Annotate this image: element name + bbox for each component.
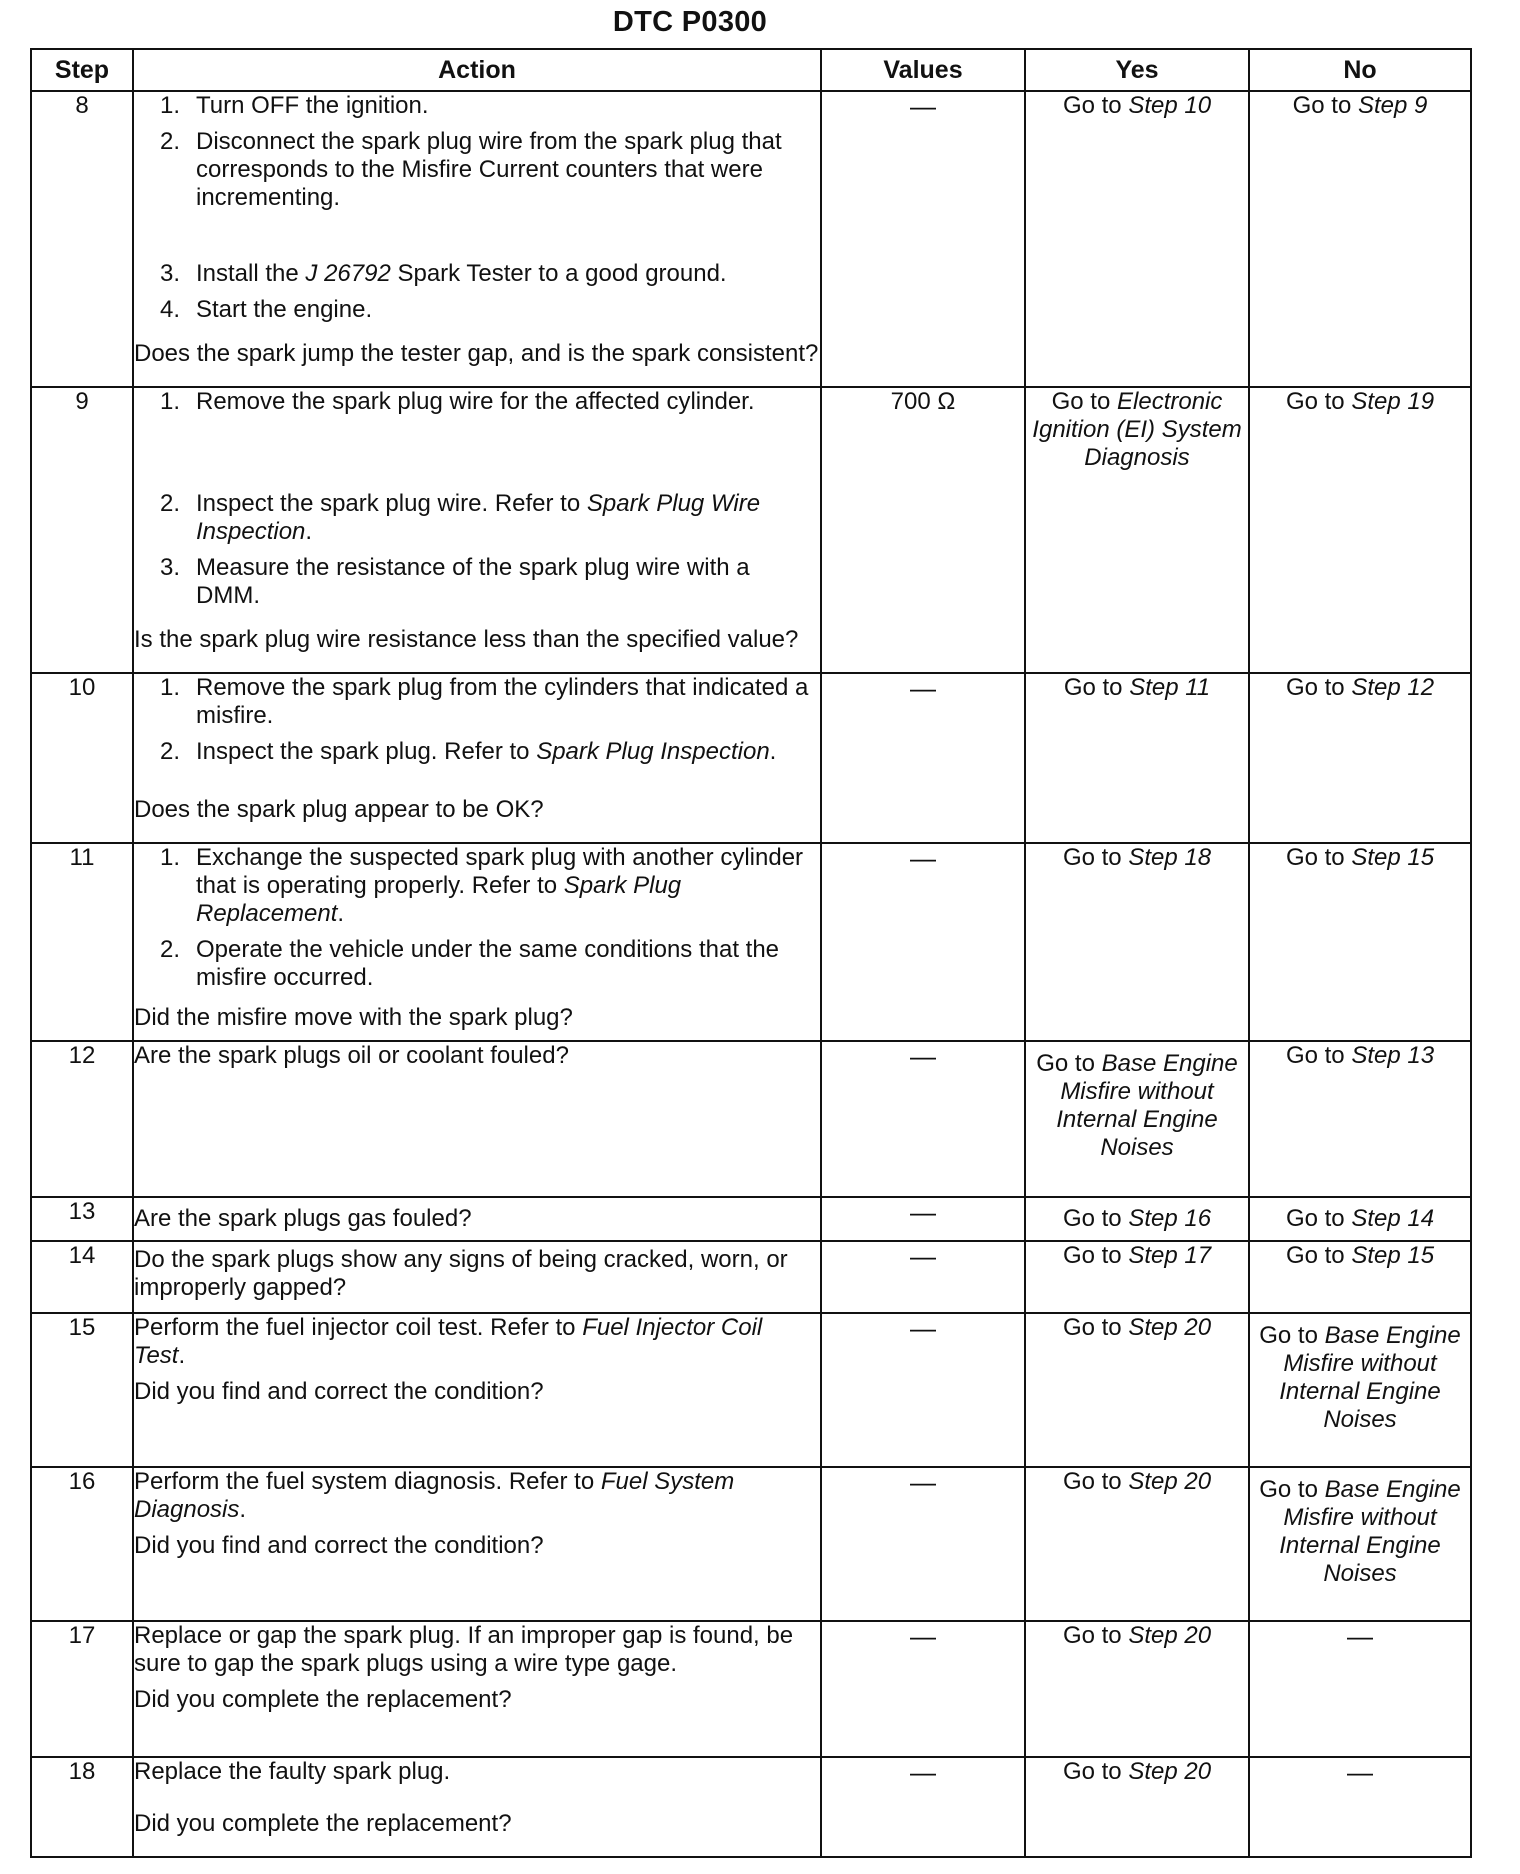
action-cell — [133, 1313, 821, 1467]
yes-cell: Go to Step 20 — [1025, 1621, 1249, 1757]
no-cell: Go to Base Engine Misfire without Internal Engine Noises — [1249, 1467, 1471, 1621]
step-number: 10 — [31, 673, 133, 843]
action-question: Did the misfire move with the spark plug? — [134, 1004, 573, 1031]
value-cell: — — [821, 1241, 1025, 1313]
action-item: 2. Disconnect the spark plug wire from the spark plug that corresponds to the Misfire Current counters that were incrementing. — [160, 128, 782, 211]
table-row — [31, 387, 1471, 673]
reference-link: Base Engine Misfire without Internal Engine Noises — [1279, 1476, 1461, 1587]
action-item: 1. Remove the spark plug from the cylinders that indicated a misfire. — [160, 674, 809, 729]
action-cell — [133, 91, 821, 387]
header-yes: Yes — [1025, 49, 1249, 91]
action-item: 1. Exchange the suspected spark plug with another cylinder that is operating properly. Refer to Spark Plug Replacement. — [160, 844, 804, 927]
action-cell — [133, 1467, 821, 1621]
value-cell: — — [821, 843, 1025, 1041]
reference-link: Step 14 — [1351, 1205, 1435, 1232]
value-cell: — — [821, 91, 1025, 387]
header-action: Action — [133, 49, 821, 91]
no-cell: Go to Step 14 — [1249, 1197, 1471, 1241]
action-question: Is the spark plug wire resistance less than the specified value? — [134, 626, 799, 653]
diagnostic-table — [30, 48, 1472, 1858]
reference-link: Step 20 — [1128, 1622, 1212, 1649]
step-number: 9 — [31, 387, 133, 673]
yes-cell: Go to Base Engine Misfire without Internal Engine Noises — [1025, 1041, 1249, 1197]
no-cell: Go to Step 13 — [1249, 1041, 1471, 1197]
no-cell: Go to Step 12 — [1249, 673, 1471, 843]
table-row — [31, 1313, 1471, 1467]
action-question: Are the spark plugs oil or coolant fouled? — [134, 1042, 569, 1069]
action-question: Did you complete the replacement? — [134, 1810, 512, 1837]
reference-link: Step 17 — [1128, 1242, 1212, 1269]
yes-cell: Go to Step 11 — [1025, 673, 1249, 843]
reference-link: Step 11 — [1129, 674, 1211, 701]
reference-link: Step 15 — [1351, 844, 1435, 871]
no-cell: Go to Step 19 — [1249, 387, 1471, 673]
action-cell — [133, 673, 821, 843]
reference-link: Step 10 — [1128, 92, 1212, 119]
action-cell — [133, 387, 821, 673]
action-item: 2. Inspect the spark plug. Refer to Spark Plug Inspection. — [160, 738, 777, 765]
yes-cell: Go to Step 18 — [1025, 843, 1249, 1041]
yes-cell: Go to Step 20 — [1025, 1467, 1249, 1621]
action-question: Do the spark plugs show any signs of being cracked, worn, or improperly gapped? — [134, 1246, 788, 1301]
action-instruction: Replace the faulty spark plug. — [134, 1758, 451, 1785]
action-question: Does the spark plug appear to be OK? — [134, 796, 544, 823]
no-cell: Go to Base Engine Misfire without Internal Engine Noises — [1249, 1313, 1471, 1467]
step-number: 17 — [31, 1621, 133, 1757]
action-cell — [133, 1041, 821, 1197]
no-cell: Go to Step 15 — [1249, 1241, 1471, 1313]
table-row — [31, 91, 1471, 387]
table-row — [31, 1241, 1471, 1313]
value-cell: — — [821, 673, 1025, 843]
reference-link: Fuel System Diagnosis — [134, 1468, 735, 1523]
reference-link: Step 18 — [1128, 844, 1212, 871]
table-row — [31, 1467, 1471, 1621]
reference-link: Step 20 — [1128, 1468, 1212, 1495]
action-item: 2. Inspect the spark plug wire. Refer to Spark Plug Wire Inspection. — [160, 490, 761, 545]
value-cell: — — [821, 1313, 1025, 1467]
reference-link: Spark Plug Inspection — [536, 738, 770, 765]
header-step: Step — [31, 49, 133, 91]
step-number: 11 — [31, 843, 133, 1041]
reference-link: Spark Plug Wire Inspection — [196, 490, 761, 545]
table-row — [31, 843, 1471, 1041]
yes-cell: Go to Electronic Ignition (EI) System Diagnosis — [1025, 387, 1249, 673]
reference-link: Step 15 — [1351, 1242, 1435, 1269]
step-number: 16 — [31, 1467, 133, 1621]
header-no: No — [1249, 49, 1471, 91]
action-question: Did you complete the replacement? — [134, 1686, 512, 1713]
step-number: 18 — [31, 1757, 133, 1857]
no-cell: — — [1249, 1757, 1471, 1857]
value-cell: 700 Ω — [821, 387, 1025, 673]
step-number: 13 — [31, 1197, 133, 1241]
reference-link: Step 20 — [1128, 1314, 1212, 1341]
step-number: 15 — [31, 1313, 133, 1467]
reference-link: Base Engine Misfire without Internal Engine Noises — [1279, 1322, 1461, 1433]
value-cell: — — [821, 1757, 1025, 1857]
action-item: 2. Operate the vehicle under the same conditions that the misfire occurred. — [160, 936, 780, 991]
step-number: 8 — [31, 91, 133, 387]
action-question: Does the spark jump the tester gap, and is the spark consistent? — [134, 340, 819, 367]
action-item: 1. Remove the spark plug wire for the affected cylinder. — [160, 388, 755, 415]
action-question: Did you find and correct the condition? — [134, 1378, 544, 1405]
action-question: Are the spark plugs gas fouled? — [134, 1205, 472, 1232]
reference-link: Step 20 — [1128, 1758, 1212, 1785]
action-item: 3. Measure the resistance of the spark plug wire with a DMM. — [160, 554, 750, 609]
no-cell: Go to Step 15 — [1249, 843, 1471, 1041]
spacer — [134, 424, 820, 490]
page-title: DTC P0300 — [612, 6, 768, 38]
value-cell: — — [821, 1467, 1025, 1621]
yes-cell: Go to Step 20 — [1025, 1757, 1249, 1857]
table-row — [31, 1757, 1471, 1857]
action-item: 1. Turn OFF the ignition. — [160, 92, 429, 119]
action-instruction: Perform the fuel system diagnosis. Refer to Fuel System Diagnosis. — [134, 1468, 735, 1523]
yes-cell: Go to Step 16 — [1025, 1197, 1249, 1241]
action-question: Did you find and correct the condition? — [134, 1532, 544, 1559]
action-cell — [133, 1241, 821, 1313]
reference-link: Fuel Injector Coil Test — [134, 1314, 763, 1369]
reference-link: Step 12 — [1351, 674, 1435, 701]
table-row — [31, 1197, 1471, 1241]
action-cell — [133, 843, 821, 1041]
reference-link: Electronic Ignition (EI) System Diagnosis — [1032, 388, 1242, 471]
reference-link: Step 16 — [1128, 1205, 1212, 1232]
reference-link: Step 19 — [1351, 388, 1435, 415]
reference-link: Base Engine Misfire without Internal Engine Noises — [1056, 1050, 1238, 1161]
table-row — [31, 1621, 1471, 1757]
table-header-row — [31, 49, 1471, 91]
action-instruction: Perform the fuel injector coil test. Refer to Fuel Injector Coil Test. — [134, 1314, 763, 1369]
reference-link: Step 13 — [1351, 1042, 1435, 1069]
table-row — [31, 673, 1471, 843]
action-item: 4. Start the engine. — [160, 296, 373, 323]
reference-link: Spark Plug Replacement — [196, 872, 682, 927]
value-cell: — — [821, 1621, 1025, 1757]
step-number: 12 — [31, 1041, 133, 1197]
header-values: Values — [821, 49, 1025, 91]
yes-cell: Go to Step 10 — [1025, 91, 1249, 387]
spacer — [134, 220, 820, 260]
reference-link: J 26792 — [305, 260, 391, 287]
no-cell: Go to Step 9 — [1249, 91, 1471, 387]
value-cell: — — [821, 1041, 1025, 1197]
action-cell — [133, 1197, 821, 1241]
step-number: 14 — [31, 1241, 133, 1313]
value-cell: — — [821, 1197, 1025, 1241]
no-cell: — — [1249, 1621, 1471, 1757]
action-cell — [133, 1621, 821, 1757]
action-instruction: Replace or gap the spark plug. If an improper gap is found, be sure to gap the spark plugs using a wire type gage. — [134, 1622, 794, 1677]
reference-link: Step 9 — [1357, 92, 1428, 119]
yes-cell: Go to Step 20 — [1025, 1313, 1249, 1467]
action-item: 3. Install the J 26792 Spark Tester to a good ground. — [160, 260, 727, 287]
yes-cell: Go to Step 17 — [1025, 1241, 1249, 1313]
table-row — [31, 1041, 1471, 1197]
action-cell — [133, 1757, 821, 1857]
